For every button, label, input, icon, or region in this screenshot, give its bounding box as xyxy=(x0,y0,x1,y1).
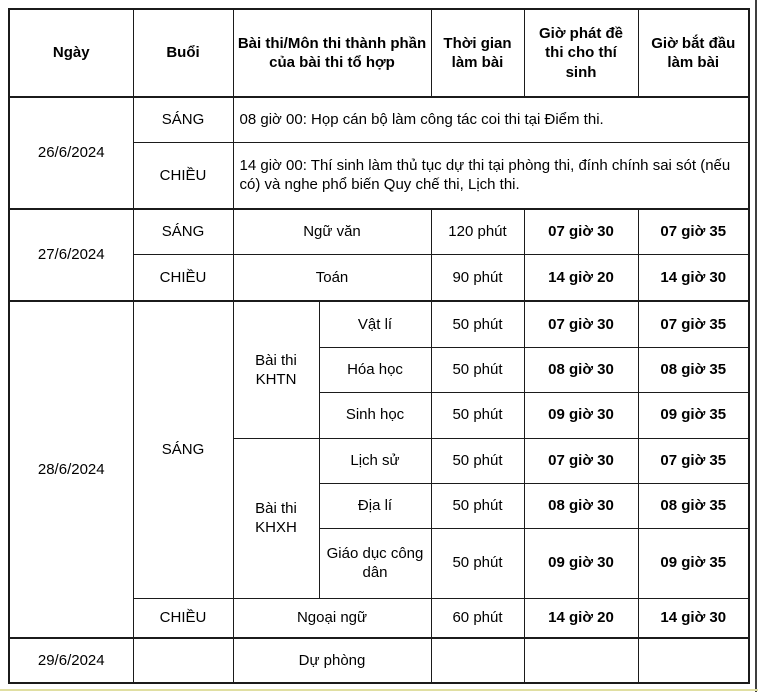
page-edge-right-line xyxy=(755,0,757,692)
session-cell-afternoon: CHIỀU xyxy=(133,142,233,209)
col-header-date: Ngày xyxy=(9,9,133,97)
col-header-session: Buổi xyxy=(133,9,233,97)
subject-cell-math: Toán xyxy=(233,254,431,301)
handout-time-cell-empty xyxy=(524,638,638,683)
subject-cell-foreign-language: Ngoại ngữ xyxy=(233,598,431,638)
col-header-duration: Thời gian làm bài xyxy=(431,9,524,97)
col-header-start-time: Giờ bắt đầu làm bài xyxy=(638,9,749,97)
date-cell-26-6-2024: 26/6/2024 xyxy=(9,97,133,209)
session-cell-afternoon: CHIỀU xyxy=(133,254,233,301)
subject-cell-biology: Sinh học xyxy=(319,392,431,438)
session-cell-morning: SÁNG xyxy=(133,97,233,142)
session-cell-afternoon: CHIỀU xyxy=(133,598,233,638)
subject-cell-geography: Địa lí xyxy=(319,483,431,528)
start-time-cell: 07 giờ 35 xyxy=(638,301,749,347)
start-time-cell: 09 giờ 35 xyxy=(638,392,749,438)
start-time-cell: 14 giờ 30 xyxy=(638,598,749,638)
handout-time-cell: 07 giờ 30 xyxy=(524,209,638,254)
duration-cell: 50 phút xyxy=(431,392,524,438)
date-cell-29-6-2024: 29/6/2024 xyxy=(9,638,133,683)
start-time-cell: 09 giờ 35 xyxy=(638,528,749,598)
subject-cell-chemistry: Hóa học xyxy=(319,347,431,392)
duration-cell: 50 phút xyxy=(431,528,524,598)
col-header-handout-time: Giờ phát đề thi cho thí sinh xyxy=(524,9,638,97)
group-cell-khtn: Bài thi KHTN xyxy=(233,301,319,438)
row-28-6-physics xyxy=(9,301,749,347)
duration-cell: 50 phút xyxy=(431,347,524,392)
duration-cell: 60 phút xyxy=(431,598,524,638)
subject-cell-reserve: Dự phòng xyxy=(233,638,431,683)
date-cell-28-6-2024: 28/6/2024 xyxy=(9,301,133,638)
handout-time-cell: 07 giờ 30 xyxy=(524,301,638,347)
session-cell-empty xyxy=(133,638,233,683)
row-26-6-morning xyxy=(9,97,749,142)
start-time-cell: 07 giờ 35 xyxy=(638,438,749,483)
row-29-6-reserve xyxy=(9,638,749,683)
handout-time-cell: 09 giờ 30 xyxy=(524,528,638,598)
activity-note-procedures: 14 giờ 00: Thí sinh làm thủ tục dự thi tại phòng thi, đính chính sai sót (nếu có) và nghe phổ biến Quy chế thi, Lịch thi. xyxy=(233,142,749,209)
session-cell-morning: SÁNG xyxy=(133,301,233,598)
handout-time-cell: 08 giờ 30 xyxy=(524,347,638,392)
col-header-exam: Bài thi/Môn thi thành phần của bài thi tổ hợp xyxy=(233,9,431,97)
start-time-cell: 14 giờ 30 xyxy=(638,254,749,301)
duration-cell: 90 phút xyxy=(431,254,524,301)
exam-schedule-table xyxy=(8,8,750,684)
subject-cell-history: Lịch sử xyxy=(319,438,431,483)
handout-time-cell: 14 giờ 20 xyxy=(524,254,638,301)
start-time-cell-empty xyxy=(638,638,749,683)
start-time-cell: 08 giờ 35 xyxy=(638,483,749,528)
activity-note-meeting: 08 giờ 00: Họp cán bộ làm công tác coi thi tại Điểm thi. xyxy=(233,97,749,142)
duration-cell: 120 phút xyxy=(431,209,524,254)
row-27-6-morning xyxy=(9,209,749,254)
subject-cell-civic-education: Giáo dục công dân xyxy=(319,528,431,598)
handout-time-cell: 14 giờ 20 xyxy=(524,598,638,638)
subject-cell-physics: Vật lí xyxy=(319,301,431,347)
duration-cell: 50 phút xyxy=(431,438,524,483)
duration-cell: 50 phút xyxy=(431,483,524,528)
header-row xyxy=(9,9,749,97)
session-cell-morning: SÁNG xyxy=(133,209,233,254)
handout-time-cell: 09 giờ 30 xyxy=(524,392,638,438)
handout-time-cell: 08 giờ 30 xyxy=(524,483,638,528)
start-time-cell: 08 giờ 35 xyxy=(638,347,749,392)
date-cell-27-6-2024: 27/6/2024 xyxy=(9,209,133,301)
duration-cell-empty xyxy=(431,638,524,683)
handout-time-cell: 07 giờ 30 xyxy=(524,438,638,483)
start-time-cell: 07 giờ 35 xyxy=(638,209,749,254)
duration-cell: 50 phút xyxy=(431,301,524,347)
page-edge-bottom-line xyxy=(0,689,758,691)
group-cell-khxh: Bài thi KHXH xyxy=(233,438,319,598)
subject-cell-literature: Ngữ văn xyxy=(233,209,431,254)
